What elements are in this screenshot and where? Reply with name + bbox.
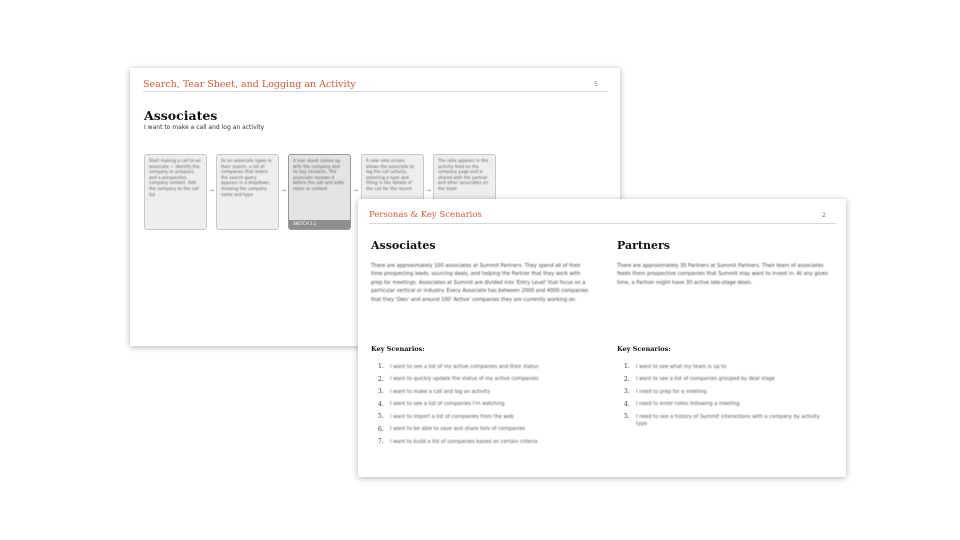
back-slide-title: Search, Tear Sheet, and Logging an Activity	[143, 79, 356, 90]
list-item: 6. I want to be able to save and share lists of companies	[378, 425, 526, 433]
flow-arrow-icon: →	[209, 187, 215, 194]
list-item: 1. I want to see a list of my active companies and their status	[378, 363, 539, 370]
partners-column	[617, 239, 833, 427]
flow-step-3-sketch[interactable]	[288, 154, 351, 230]
flow-step-text: A tear sheet comes up with the company and its key contacts. The associate reviews it before the call and adds notes or context	[293, 158, 344, 191]
flow-step-2	[216, 154, 279, 230]
list-item: 7. I want to build a list of companies based on certain criteria	[378, 438, 538, 445]
list-item: 3. I need to prep for a meeting	[624, 388, 707, 395]
associates-key-scenarios-heading: Key Scenarios:	[371, 345, 425, 353]
back-slide-heading: Associates	[144, 108, 218, 123]
back-slide-page-number: 5	[594, 81, 598, 88]
list-item: 4. I want to see a list of companies I'm watching	[378, 400, 505, 408]
back-slide-subtitle: I want to make a call and log an activity	[144, 124, 265, 131]
partners-heading: Partners	[617, 239, 670, 252]
list-item: 2. I want to quickly update the status of my active companies	[378, 375, 539, 383]
flow-step-text: Start making a call to an associate — identify the company or prospect, and a prospective company contact. Add the company to the call list	[149, 158, 201, 197]
list-item: 2. I want to see a list of companies grouped by deal stage	[624, 375, 775, 383]
associates-scenario-list	[371, 363, 591, 451]
flow-arrow-icon: →	[281, 187, 287, 194]
sketch-label-bar	[289, 220, 350, 229]
list-item: 4. I need to enter notes following a meeting	[624, 400, 740, 408]
front-slide-page-number: 2	[822, 212, 826, 219]
flow-step-1	[144, 154, 207, 230]
associates-description: There are approximately 100 associates at Summit Partners. They spend all of their time prospecting leads, sourcing deals, and helping the Partner that they work with prep for meetings. Associates at Summit are divided into 'Entry Level' that focus on a particular vertical or industry. Every Associate has between 2000 and 4000 companies that they 'Own' and around 100 'Active' companies they are currently working on.	[371, 263, 589, 303]
list-item: 5. I need to see a history of Summit interactions with a company by activity type	[624, 413, 820, 427]
associates-column	[371, 239, 591, 445]
flow-arrow-icon: →	[426, 187, 432, 194]
front-slide-title-rule	[369, 223, 836, 224]
front-slide	[358, 199, 846, 477]
partners-scenario-list	[617, 363, 833, 432]
flow-arrow-icon: →	[353, 187, 359, 194]
associates-heading: Associates	[371, 239, 436, 252]
list-item: 1. I want to see what my team is up to	[624, 363, 727, 370]
flow-step-text: As an associate types in their search, a list of companies that match the search query appears in a dropdown, showing the company name and type	[221, 158, 272, 197]
list-item: 3. I want to make a call and log an activity	[378, 388, 491, 395]
partners-description: There are approximately 30 Partners at Summit Partners. Their team of associates feeds them prospective companies that Summit may want to invest in. At any given time, a Partner might have 30 active late-stage deals.	[617, 263, 829, 286]
flow-step-text: A new note screen allows the associate to log the call activity, selecting a type and filling in the details of the call for the record	[366, 158, 415, 191]
front-slide-title: Personas & Key Scenarios	[369, 210, 482, 220]
back-slide-title-rule	[143, 91, 608, 92]
partners-key-scenarios-heading: Key Scenarios:	[617, 345, 671, 353]
flow-step-text: The note appears in the activity feed on the company page and is shared with the partner and other associates on the team	[438, 158, 489, 191]
sketch-label: SKETCH 3.1	[293, 221, 317, 226]
list-item: 5. I want to import a list of companies from the web	[378, 413, 514, 420]
